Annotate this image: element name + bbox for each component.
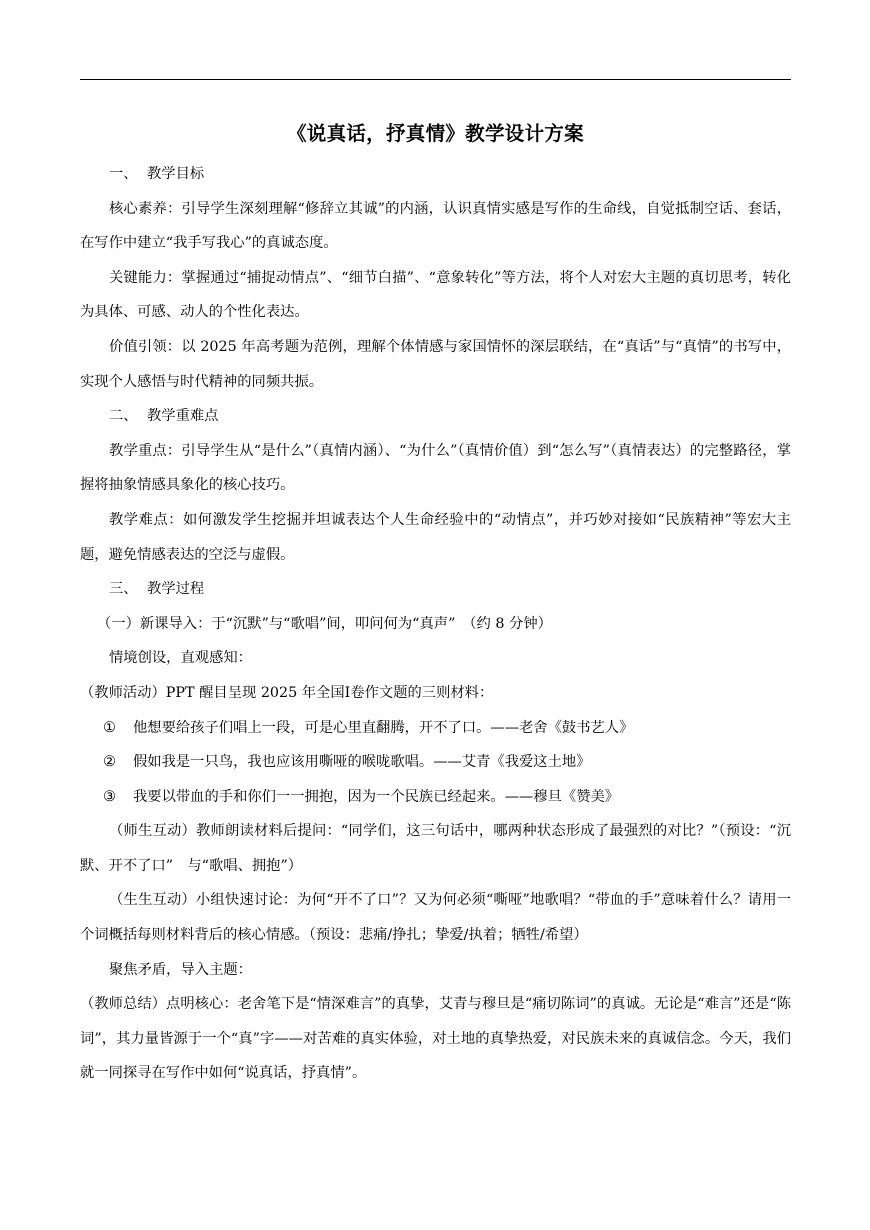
document-body bbox=[80, 157, 791, 1091]
section-heading-text: 教学目标 bbox=[147, 166, 205, 182]
subsection-heading-intro bbox=[80, 607, 791, 642]
material-text: 我要以带血的手和你们一一拥抱，因为一个民族已经起来。——穆旦《赞美》 bbox=[133, 788, 620, 805]
paragraph-key-ability: 关键能力：掌握通过“捕捉动情点”、“细节白描”、“意象转化”等方法，将个人对宏大主题的真切思考，转化为具体、可感、动人的个性化表达。 bbox=[80, 269, 791, 321]
teacher-student-interaction: （师生互动）教师朗读材料后提问：“同学们，这三句话中，哪两种状态形成了最强烈的对比？”（预设：“沉默、开不了口” 与“歌唱、拥抱”） bbox=[80, 823, 791, 874]
section-heading-key-points bbox=[80, 399, 791, 434]
paragraph-teaching-difficulty: 教学难点：如何激发学生挖掘并坦诚表达个人生命经验中的“动情点”，并巧妙对接如“民族精神”等宏大主题，避免情感表达的空泛与虚假。 bbox=[80, 511, 791, 563]
material-number: ③ bbox=[103, 788, 116, 805]
teacher-activity: （教师活动）PPT 醒目呈现 2025 年全国Ⅰ卷作文题的三则材料： bbox=[80, 684, 494, 701]
material-item bbox=[80, 780, 791, 815]
section-number: 一、 bbox=[109, 166, 138, 182]
section-heading-process bbox=[80, 572, 791, 607]
paragraph-teaching-focus: 教学重点：引导学生从“是什么”（真情内涵）、“为什么”（真情价值）到“怎么写”（真情表达）的完整路径，掌握将抽象情感具象化的核心技巧。 bbox=[80, 442, 791, 494]
section-heading-goals bbox=[80, 157, 791, 192]
focus-conflict: 聚焦矛盾，导入主题： bbox=[109, 961, 252, 978]
section-number: 二、 bbox=[109, 408, 138, 425]
subsection-heading-text: （一）新课导入：于“沉默”与“歌唱”间，叩问何为“真声” bbox=[97, 615, 456, 632]
teacher-summary: （教师总结）点明核心：老舍笔下是“情深难言”的真挚，艾青与穆旦是“痛切陈词”的真诚。无论是“难言”还是“陈词”，其力量皆源于一个“真”字——对苦难的真实体验，对土地的真挚热爱，对民族未来的真诚信念。今天，我们就一同探寻在写作中如何“说真话，抒真情”。 bbox=[80, 996, 791, 1082]
section-number: 三、 bbox=[109, 581, 138, 598]
material-number: ② bbox=[103, 754, 116, 771]
document-title: 《说真话，抒真情》教学设计方案 bbox=[286, 122, 584, 145]
paragraph-value-guidance: 价值引领：以 2025 年高考题为范例，理解个体情感与家国情怀的深层联结，在“真话”与“真情”的书写中，实现个人感悟与时代精神的同频共振。 bbox=[80, 338, 791, 390]
material-number: ① bbox=[103, 719, 116, 736]
time-note: （约 8 分钟） bbox=[469, 615, 552, 632]
paragraph-core-literacy: 核心素养：引导学生深刻理解“修辞立其诚”的内涵，认识真情实感是写作的生命线，自觉抵制空话、套话，在写作中建立“我手写我心”的真诚态度。 bbox=[80, 200, 791, 252]
scene-setup: 情境创设，直观感知： bbox=[109, 650, 252, 667]
section-heading-text: 教学过程 bbox=[147, 581, 205, 598]
section-heading-text: 教学重难点 bbox=[147, 408, 219, 425]
material-item bbox=[80, 745, 791, 780]
material-item bbox=[80, 711, 791, 746]
header-rule bbox=[80, 79, 791, 80]
material-text: 假如我是一只鸟，我也应该用嘶哑的喉咙歌唱。——艾青《我爱这土地》 bbox=[133, 754, 591, 771]
material-text: 他想要给孩子们唱上一段，可是心里直翻腾，开不了口。——老舍《鼓书艺人》 bbox=[133, 719, 634, 736]
student-student-interaction: （生生互动）小组快速讨论：为何“开不了口”？又为何必须“嘶哑”地歌唱？“带血的手”意味着什么？请用一个词概括每则材料背后的核心情感。（预设：悲痛/挣扎；挚爱/执着；牺牲/希望） bbox=[80, 892, 791, 944]
